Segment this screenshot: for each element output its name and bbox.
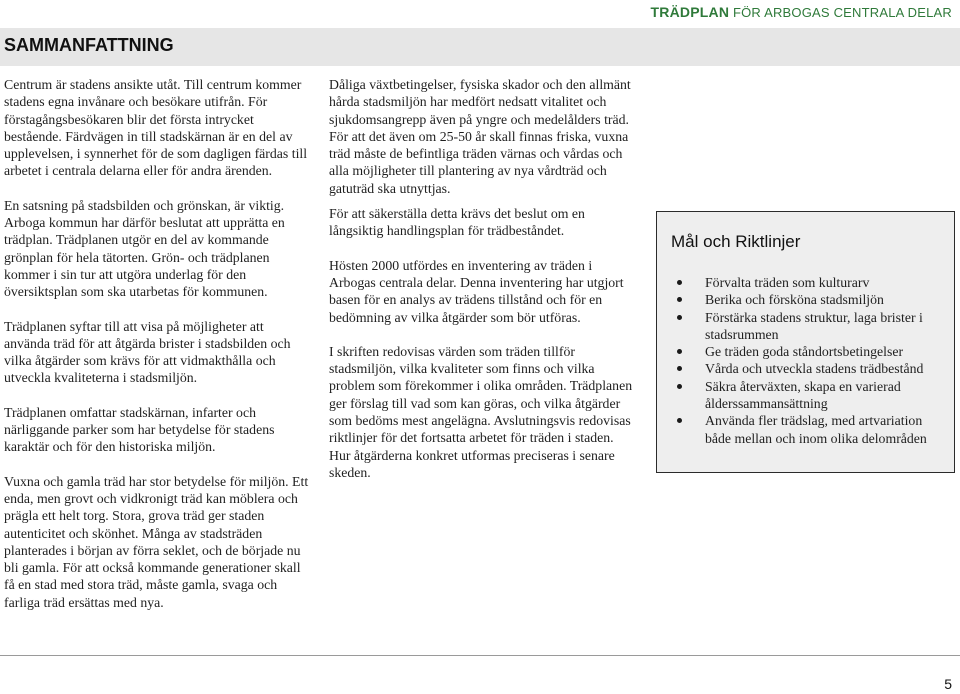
- goals-item-text: Berika och försköna stadsmiljön: [705, 292, 884, 308]
- goals-item: [673, 378, 951, 413]
- goals-item-text: Vårda och utveckla stadens trädbestånd: [705, 361, 924, 377]
- left-paragraph-1: Centrum är stadens ansikte utåt. Till centrum kommer stadens egna invånare och besökare utifrån. För förstagångsbesökaren blir det första intrycket bestående. Färdvägen in till stadskärnan är en del av upplevelsen, i synnerhet för de som dagligen färdas till arbetet i centrala delarna eller för andra ärenden.: [4, 77, 308, 179]
- goals-item-text: Ge träden goda ståndortsbetingelser: [705, 344, 904, 360]
- goals-item: [673, 291, 951, 308]
- goals-item-text: Förvalta träden som kulturarv: [705, 275, 870, 290]
- goals-item-text: Säkra återväxten, skapa en varierad ålderssammansättning: [705, 378, 901, 412]
- middle-paragraph-1: Dåliga växtbetingelser, fysiska skador och den allmänt hårda stadsmiljön har medfört nedsatt vitalitet och sjukdomsangrepp även på yngre och medelålders träd. För att det även om 25-50 år skall finnas friska, vuxna träd måste de befintliga träden värnas och vårdas och alla möjligheter till plantering av nya vårdträd och gatuträd ska utnyttjas.: [329, 77, 631, 196]
- goals-title: Mål och Riktlinjer: [671, 232, 801, 251]
- header-brand-bold: TRÄDPLAN: [650, 4, 730, 20]
- section-title: SAMMANFATTNING: [4, 35, 174, 55]
- goals-item-text: Förstärka stadens struktur, laga brister i stadsrummen: [705, 309, 923, 342]
- goals-item-text: Använda fler trädslag, med artvariation både mellan och inom olika delområden: [705, 413, 927, 446]
- middle-text-column: [329, 76, 633, 498]
- left-paragraph-3: Trädplanen syftar till att visa på möjligheter att använda träd för att åtgärda brister i stadsbilden och vilka åtgärder som krävs för att vidmakthålla och utveckla kvaliteterna i stadsmiljön.: [4, 318, 291, 386]
- goals-list: [673, 274, 951, 447]
- bullet-icon: [677, 315, 682, 320]
- document-header: [651, 4, 952, 20]
- left-paragraph-5: Vuxna och gamla träd har stor betydelse för miljön. Ett enda, men grovt och vidkronigt träd kan möblera och prägla ett helt torg. Stora, grova träd ger staden autenticitet och skönhet. Många av stadsträden planterades i början av förra seklet, och de började nu bli gamla. För att också kommande generationer skall få en stad med stora träd, måste gamla, svaga och farliga träd ersättas med nya.: [4, 473, 309, 610]
- goals-item: [673, 412, 951, 447]
- middle-paragraph-2: För att säkerställa detta krävs det beslut om en långsiktig handlingsplan för trädbeståndet.: [329, 206, 585, 239]
- goals-item: [673, 309, 951, 344]
- bullet-icon: [677, 297, 682, 302]
- middle-paragraph-3: Hösten 2000 utfördes en inventering av träden i Arbogas centrala delar. Denna inventering har utgjort basen för en analys av trädens tillstånd och för en bedömning av vilka åtgärder som bör utföras.: [329, 257, 624, 325]
- left-paragraph-4: Trädplanen omfattar stadskärnan, infarter och närliggande parker som har betydelse för stadens karaktär och för den historiska miljön.: [4, 404, 275, 455]
- bullet-icon: [677, 280, 682, 285]
- page-number: 5: [944, 676, 952, 692]
- middle-paragraph-4: I skriften redovisas värden som träden tillför stadsmiljön, vilka kvaliteter som finns och vilka problem som förekommer i olika områden. Trädplanen ger förslag till vad som kan göras, och vilka åtgärder som bedöms mest angelägna. Avslutningsvis redovisas riktlinjer för det fortsatta arbetet för träden i staden. Hur åtgärderna konkret utformas preciseras i senare skeden.: [329, 343, 633, 480]
- left-paragraph-2: En satsning på stadsbilden och grönskan, är viktig. Arboga kommun har därför beslutat att upprätta en trädplan. Trädplanen utgör en del av kommande grönplan för hela tätorten. Grön- och trädplanen kommer i sin tur att utgöra underlag för den översiktsplan som ska utarbetas för kommunen.: [4, 197, 285, 300]
- header-brand-rest: FÖR ARBOGAS CENTRALA DELAR: [729, 5, 952, 20]
- goals-box: [656, 211, 955, 473]
- bullet-icon: [677, 366, 682, 371]
- left-text-column: [4, 76, 309, 628]
- goals-item: [673, 274, 951, 291]
- goals-item: [673, 360, 951, 377]
- goals-item: [673, 343, 951, 360]
- bullet-icon: [677, 384, 682, 389]
- footer-divider: [0, 655, 960, 656]
- bullet-icon: [677, 349, 682, 354]
- bullet-icon: [677, 418, 682, 423]
